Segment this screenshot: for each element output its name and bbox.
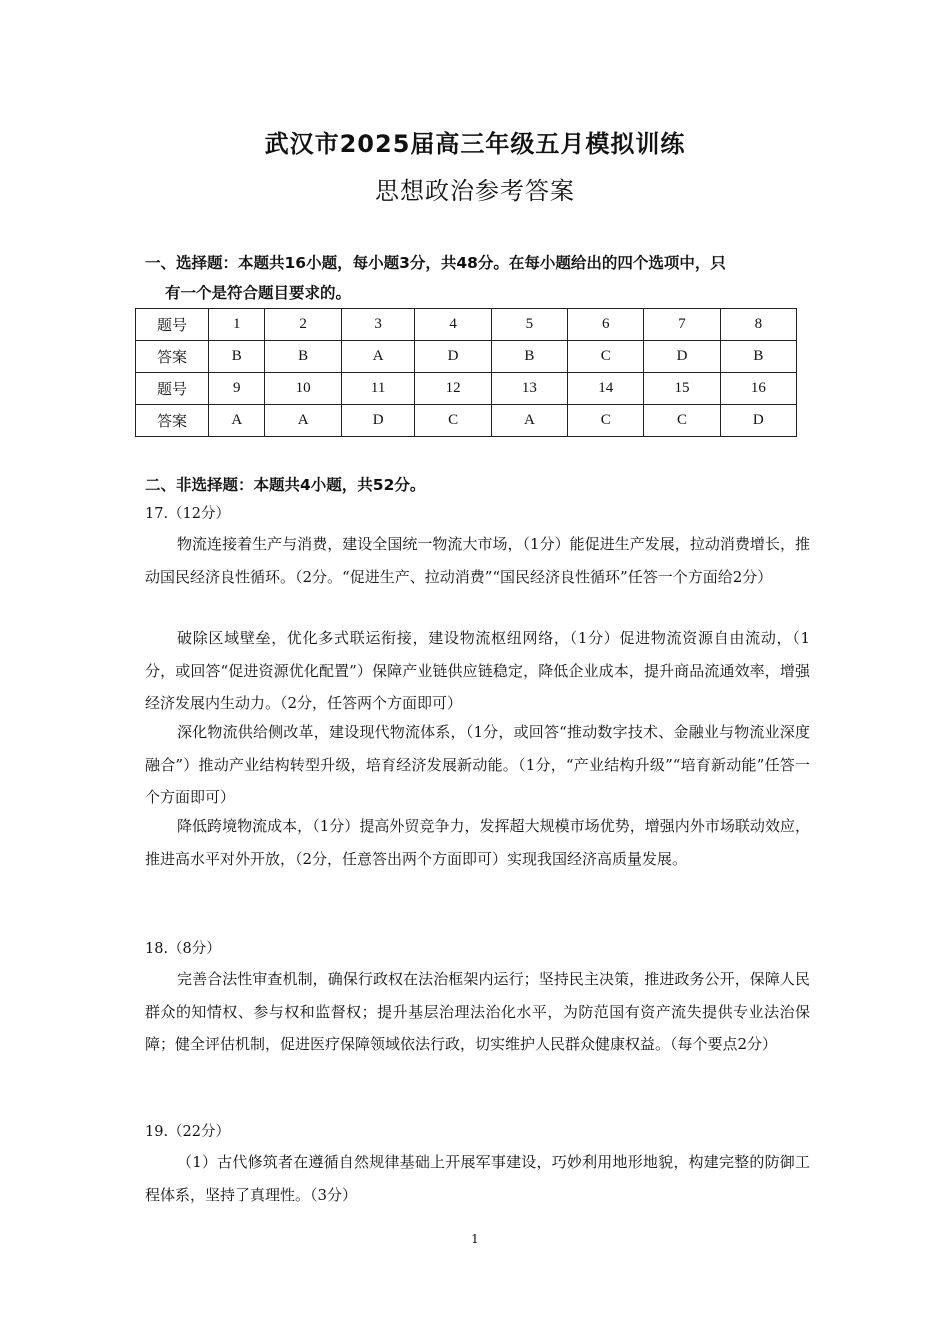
q17-heading: 17.（12分） bbox=[145, 506, 231, 522]
table-cell: 4 bbox=[415, 309, 491, 341]
table-cell: 15 bbox=[644, 373, 720, 405]
table-row bbox=[136, 309, 797, 341]
table-cell: A bbox=[265, 405, 341, 437]
table-cell: D bbox=[644, 341, 720, 373]
document-title: 武汉市2025届高三年级五月模拟训练 bbox=[264, 130, 686, 158]
table-cell: 16 bbox=[720, 373, 796, 405]
table-cell: 14 bbox=[568, 373, 644, 405]
table-cell: A bbox=[209, 405, 265, 437]
row-label: 答案 bbox=[136, 341, 209, 373]
section1-heading-line1: 一、选择题：本题共16小题，每小题3分，共48分。在每小题给出的四个选项中，只 bbox=[145, 254, 726, 272]
table-cell: 8 bbox=[720, 309, 796, 341]
table-cell: 11 bbox=[341, 373, 415, 405]
page-number: 1 bbox=[471, 1232, 479, 1246]
q17-paragraph-1: 物流连接着生产与消费，建设全国统一物流大市场，（1分）能促进生产发展，拉动消费增长，推动国民经济良性循环。（2分。“促进生产、拉动消费”“国民经济良性循环”任答一个方面给2分） bbox=[145, 535, 810, 586]
table-cell: B bbox=[265, 341, 341, 373]
table-cell: 2 bbox=[265, 309, 341, 341]
table-cell: 10 bbox=[265, 373, 341, 405]
table-cell: 3 bbox=[341, 309, 415, 341]
table-cell: A bbox=[341, 341, 415, 373]
table-cell: D bbox=[341, 405, 415, 437]
q19-paragraph-1: （1）古代修筑者在遵循自然规律基础上开展军事建设，巧妙利用地形地貌，构建完整的防御工程体系，坚持了真理性。（3分） bbox=[145, 1153, 810, 1204]
section2-heading: 二、非选择题：本题共4小题，共52分。 bbox=[145, 476, 426, 494]
section1-heading bbox=[145, 248, 810, 308]
row-label: 答案 bbox=[136, 405, 209, 437]
table-row bbox=[136, 341, 797, 373]
q19-heading: 19.（22分） bbox=[145, 1124, 231, 1140]
table-cell: D bbox=[415, 341, 491, 373]
table-cell: C bbox=[568, 341, 644, 373]
table-cell: B bbox=[491, 341, 567, 373]
q17-paragraph-3: 深化物流供给侧改革，建设现代物流体系，（1分，或回答“推动数字技术、金融业与物流业深度融合”）推动产业结构转型升级，培育经济发展新动能。（1分，“产业结构升级”“培育新动能”任答一个方面即可） bbox=[145, 723, 810, 806]
row-label: 题号 bbox=[136, 373, 209, 405]
table-cell: C bbox=[644, 405, 720, 437]
row-label: 题号 bbox=[136, 309, 209, 341]
table-cell: C bbox=[415, 405, 491, 437]
q17-paragraph-2: 破除区域壁垒，优化多式联运衔接，建设物流枢纽网络，（1分）促进物流资源自由流动，（1分，或回答“促进资源优化配置”）保障产业链供应链稳定，降低企业成本，提升商品流通效率，增强经济发展内生动力。（2分，任答两个方面即可） bbox=[145, 629, 810, 712]
table-cell: D bbox=[720, 405, 796, 437]
table-cell: 9 bbox=[209, 373, 265, 405]
q18-heading: 18.（8分） bbox=[145, 941, 221, 957]
q18-paragraph-1: 完善合法性审查机制，确保行政权在法治框架内运行；坚持民主决策，推进政务公开，保障人民群众的知情权、参与权和监督权；提升基层治理法治化水平，为防范国有资产流失提供专业法治保障；健全评估机制，促进医疗保障领域依法行政，切实维护人民群众健康权益。（每个要点2分） bbox=[145, 970, 810, 1053]
table-cell: A bbox=[491, 405, 567, 437]
document-subtitle: 思想政治参考答案 bbox=[375, 177, 575, 205]
answer-table bbox=[135, 308, 797, 437]
table-row bbox=[136, 405, 797, 437]
table-cell: B bbox=[720, 341, 796, 373]
table-cell: 5 bbox=[491, 309, 567, 341]
section1-heading-line2: 有一个是符合题目要求的。 bbox=[165, 284, 352, 302]
table-cell: 12 bbox=[415, 373, 491, 405]
q17-paragraph-4: 降低跨境物流成本，（1分）提高外贸竞争力，发挥超大规模市场优势，增强内外市场联动效应，推进高水平对外开放，（2分，任意答出两个方面即可）实现我国经济高质量发展。 bbox=[145, 817, 810, 868]
table-row bbox=[136, 373, 797, 405]
table-cell: 13 bbox=[491, 373, 567, 405]
table-cell: 1 bbox=[209, 309, 265, 341]
table-cell: 6 bbox=[568, 309, 644, 341]
table-cell: B bbox=[209, 341, 265, 373]
table-cell: C bbox=[568, 405, 644, 437]
table-cell: 7 bbox=[644, 309, 720, 341]
